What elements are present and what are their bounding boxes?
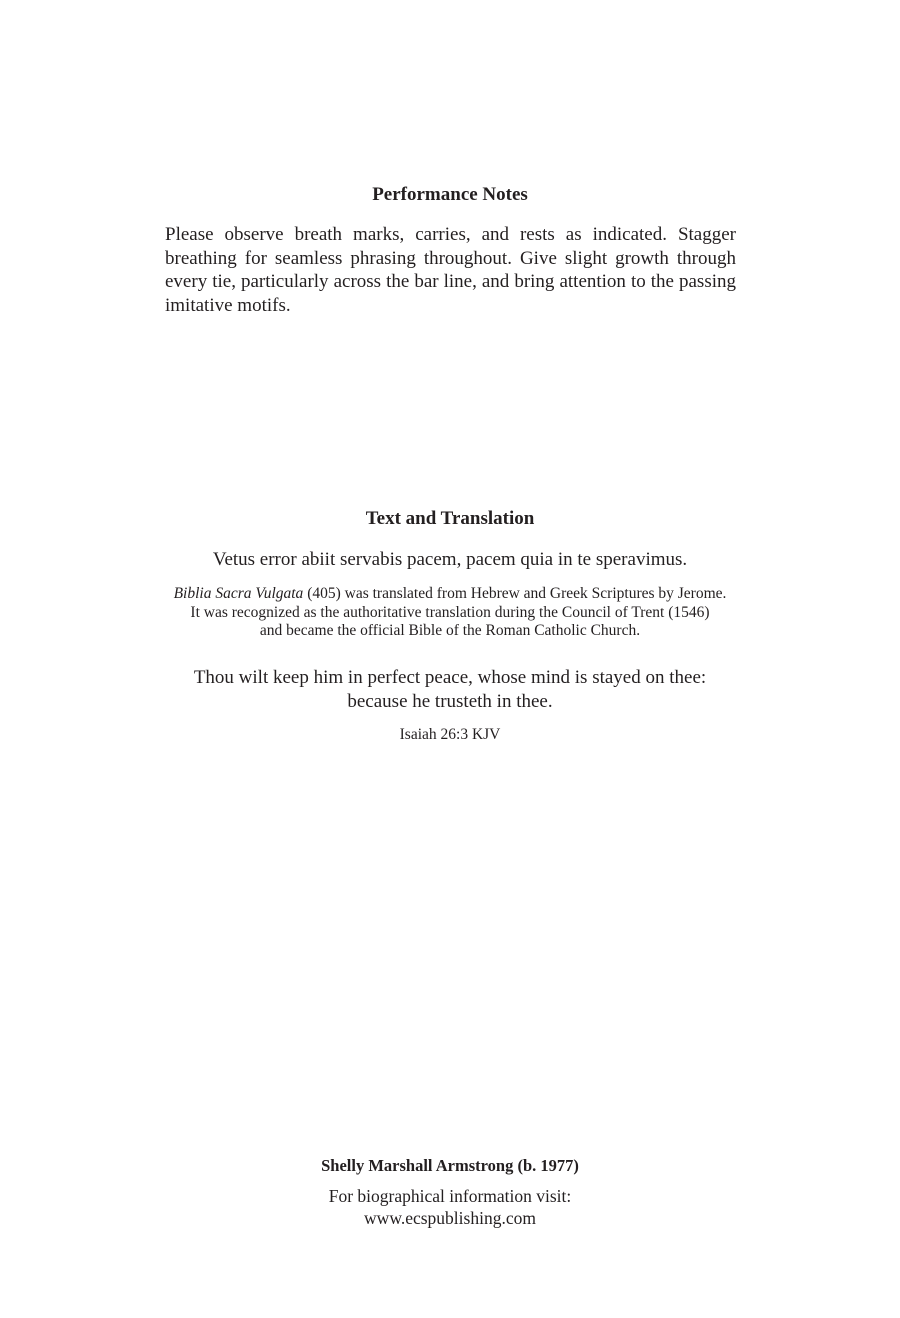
biographical-info [0, 1185, 900, 1229]
english-translation [0, 666, 900, 713]
vulgata-title: Biblia Sacra Vulgata [173, 585, 304, 602]
english-translation-line-2: because he trusteth in thee. [347, 690, 553, 712]
english-translation-line-1: Thou wilt keep him in perfect peace, whose mind is stayed on thee: [193, 667, 707, 688]
latin-text: Vetus error abiit servabis pacem, pacem quia in te speravimus. [212, 549, 688, 570]
vulgata-line-1-rest: (405) was translated from Hebrew and Greek Scriptures by Jerome. [303, 585, 727, 602]
scripture-citation: Isaiah 26:3 KJV [399, 726, 501, 743]
vulgata-note [0, 585, 900, 641]
performance-notes-body: Please observe breath marks, carries, and rests as indicated. Stagger breathing for seamless phrasing throughout. Give slight growth through every tie, particularly across the bar line, and bring attention to the passing imitative motifs. [165, 224, 736, 316]
vulgata-note-line-1 [0, 585, 900, 604]
composer-name: Shelly Marshall Armstrong (b. 1977) [321, 1156, 579, 1175]
bio-prompt: For biographical information visit: [328, 1186, 572, 1206]
performance-notes-heading: Performance Notes [372, 184, 528, 205]
vulgata-note-line-2: It was recognized as the authoritative translation during the Council of Trent (1546) [190, 603, 710, 621]
text-and-translation-heading: Text and Translation [365, 508, 535, 529]
vulgata-note-line-3: and became the official Bible of the Roman Catholic Church. [259, 622, 641, 639]
publisher-website-link[interactable]: www.ecspublishing.com [364, 1208, 536, 1228]
